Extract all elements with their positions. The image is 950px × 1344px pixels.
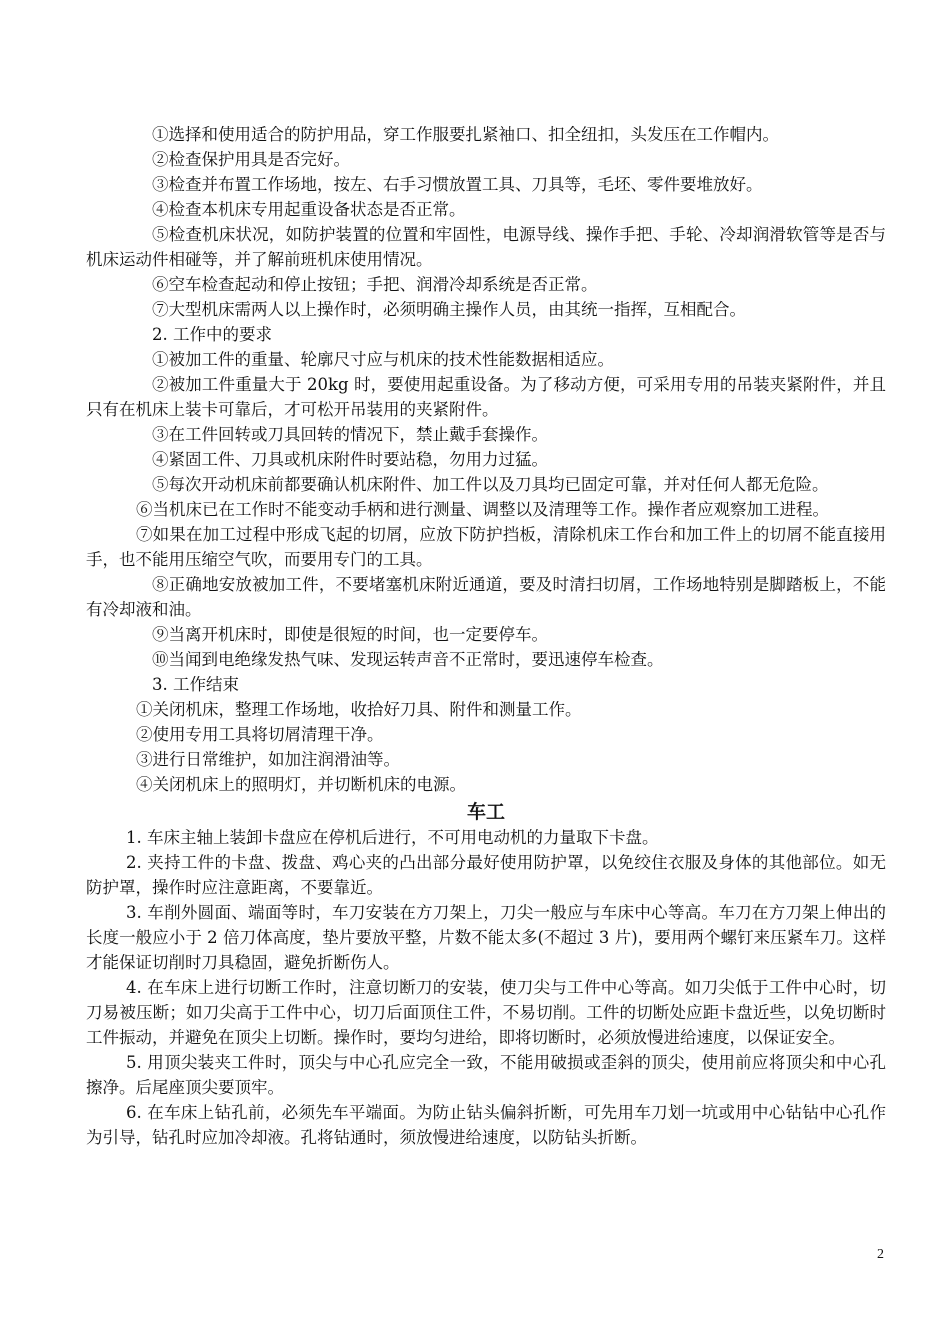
lathe-item-1: 1. 车床主轴上装卸卡盘应在停机后进行，不可用电动机的力量取下卡盘。 — [126, 828, 659, 847]
end-item-1: ①关闭机床，整理工作场地，收拾好刀具、附件和测量工作。 — [136, 700, 582, 719]
lathe-item-5: 5. 用顶尖装夹工件时，顶尖与中心孔应完全一致，不能用破损或歪斜的顶尖，使用前应将顶尖和中心孔擦净。后尾座顶尖要顶牢。 — [86, 1053, 886, 1097]
prep-item-5: ⑤检查机床状况，如防护装置的位置和牢固性，电源导线、操作手把、手轮、冷却润滑软管等是否与机床运动件相碰等，并了解前班机床使用情况。 — [86, 225, 886, 269]
work-item-8: ⑧正确地安放被加工件，不要堵塞机床附近通道，要及时清扫切屑，工作场地特别是脚踏板上，不能有冷却液和油。 — [86, 575, 886, 619]
section-title-end-of-work: 3. 工作结束 — [152, 675, 239, 694]
work-item-7: ⑦如果在加工过程中形成飞起的切屑，应放下防护挡板，清除机床工作台和加工件上的切屑不能直接用手，也不能用压缩空气吹，而要用专门的工具。 — [86, 525, 886, 569]
prep-item-2: ②检查保护用具是否完好。 — [152, 150, 350, 169]
work-item-10: ⑩当闻到电绝缘发热气味、发现运转声音不正常时，要迅速停车检查。 — [152, 650, 664, 669]
prep-item-6: ⑥空车检查起动和停止按钮；手把、润滑冷却系统是否正常。 — [152, 275, 598, 294]
prep-item-7: ⑦大型机床需两人以上操作时，必须明确主操作人员，由其统一指挥，互相配合。 — [152, 300, 746, 319]
work-item-9: ⑨当离开机床时，即使是很短的时间，也一定要停车。 — [152, 625, 548, 644]
prep-item-1: ①选择和使用适合的防护用品，穿工作服要扎紧袖口、扣全纽扣，头发压在工作帽内。 — [152, 125, 779, 144]
lathe-item-3: 3. 车削外圆面、端面等时，车刀安装在方刀架上，刀尖一般应与车床中心等高。车刀在方刀架上伸出的长度一般应小于 2 倍刀体高度，垫片要放平整，片数不能太多(不超过 3 片)，要用两个螺钉来压紧车刀。这样才能保证切削时刀具稳固，避免折断伤人。 — [86, 903, 886, 972]
prep-item-4: ④检查本机床专用起重设备状态是否正常。 — [152, 200, 466, 219]
work-item-4: ④紧固工件、刀具或机床附件时要站稳，勿用力过猛。 — [152, 450, 548, 469]
end-item-4: ④关闭机床上的照明灯，并切断机床的电源。 — [136, 775, 466, 794]
page-content — [86, 122, 886, 1150]
work-item-5: ⑤每次开动机床前都要确认机床附件、加工件以及刀具均已固定可靠，并对任何人都无危险。 — [152, 475, 829, 494]
work-item-3: ③在工件回转或刀具回转的情况下，禁止戴手套操作。 — [152, 425, 548, 444]
lathe-item-4: 4. 在车床上进行切断工作时，注意切断刀的安装，使刀尖与工件中心等高。如刀尖低于工件中心时，切刀易被压断；如刀尖高于工件中心，切刀后面顶住工件，不易切削。工件的切断处应距卡盘近些，以免切断时工件振动，并避免在顶尖上切断。操作时，要均匀进给，即将切断时，必须放慢进给速度，以保证安全。 — [86, 978, 886, 1047]
work-item-2: ②被加工件重量大于 20kg 时，要使用起重设备。为了移动方便，可采用专用的吊装夹紧附件，并且只有在机床上装卡可靠后，才可松开吊装用的夹紧附件。 — [86, 375, 886, 419]
lathe-item-6: 6. 在车床上钻孔前，必须先车平端面。为防止钻头偏斜折断，可先用车刀划一坑或用中心钻钻中心孔作为引导，钻孔时应加冷却液。孔将钻通时，须放慢进给速度，以防钻头折断。 — [86, 1103, 886, 1147]
page-number: 2 — [877, 1247, 884, 1262]
lathe-item-2: 2. 夹持工件的卡盘、拨盘、鸡心夹的凸出部分最好使用防护罩，以免绞住衣服及身体的其他部位。如无防护罩，操作时应注意距离，不要靠近。 — [86, 853, 886, 897]
lathe-heading: 车工 — [466, 801, 505, 823]
section-title-during-work: 2. 工作中的要求 — [152, 325, 272, 344]
work-item-1: ①被加工件的重量、轮廓尺寸应与机床的技术性能数据相适应。 — [152, 350, 614, 369]
end-item-2: ②使用专用工具将切屑清理干净。 — [136, 725, 384, 744]
prep-item-3: ③检查并布置工作场地，按左、右手习惯放置工具、刀具等，毛坯、零件要堆放好。 — [152, 175, 763, 194]
end-item-3: ③进行日常维护，如加注润滑油等。 — [136, 750, 400, 769]
work-item-6: ⑥当机床已在工作时不能变动手柄和进行测量、调整以及清理等工作。操作者应观察加工进程。 — [136, 500, 829, 519]
